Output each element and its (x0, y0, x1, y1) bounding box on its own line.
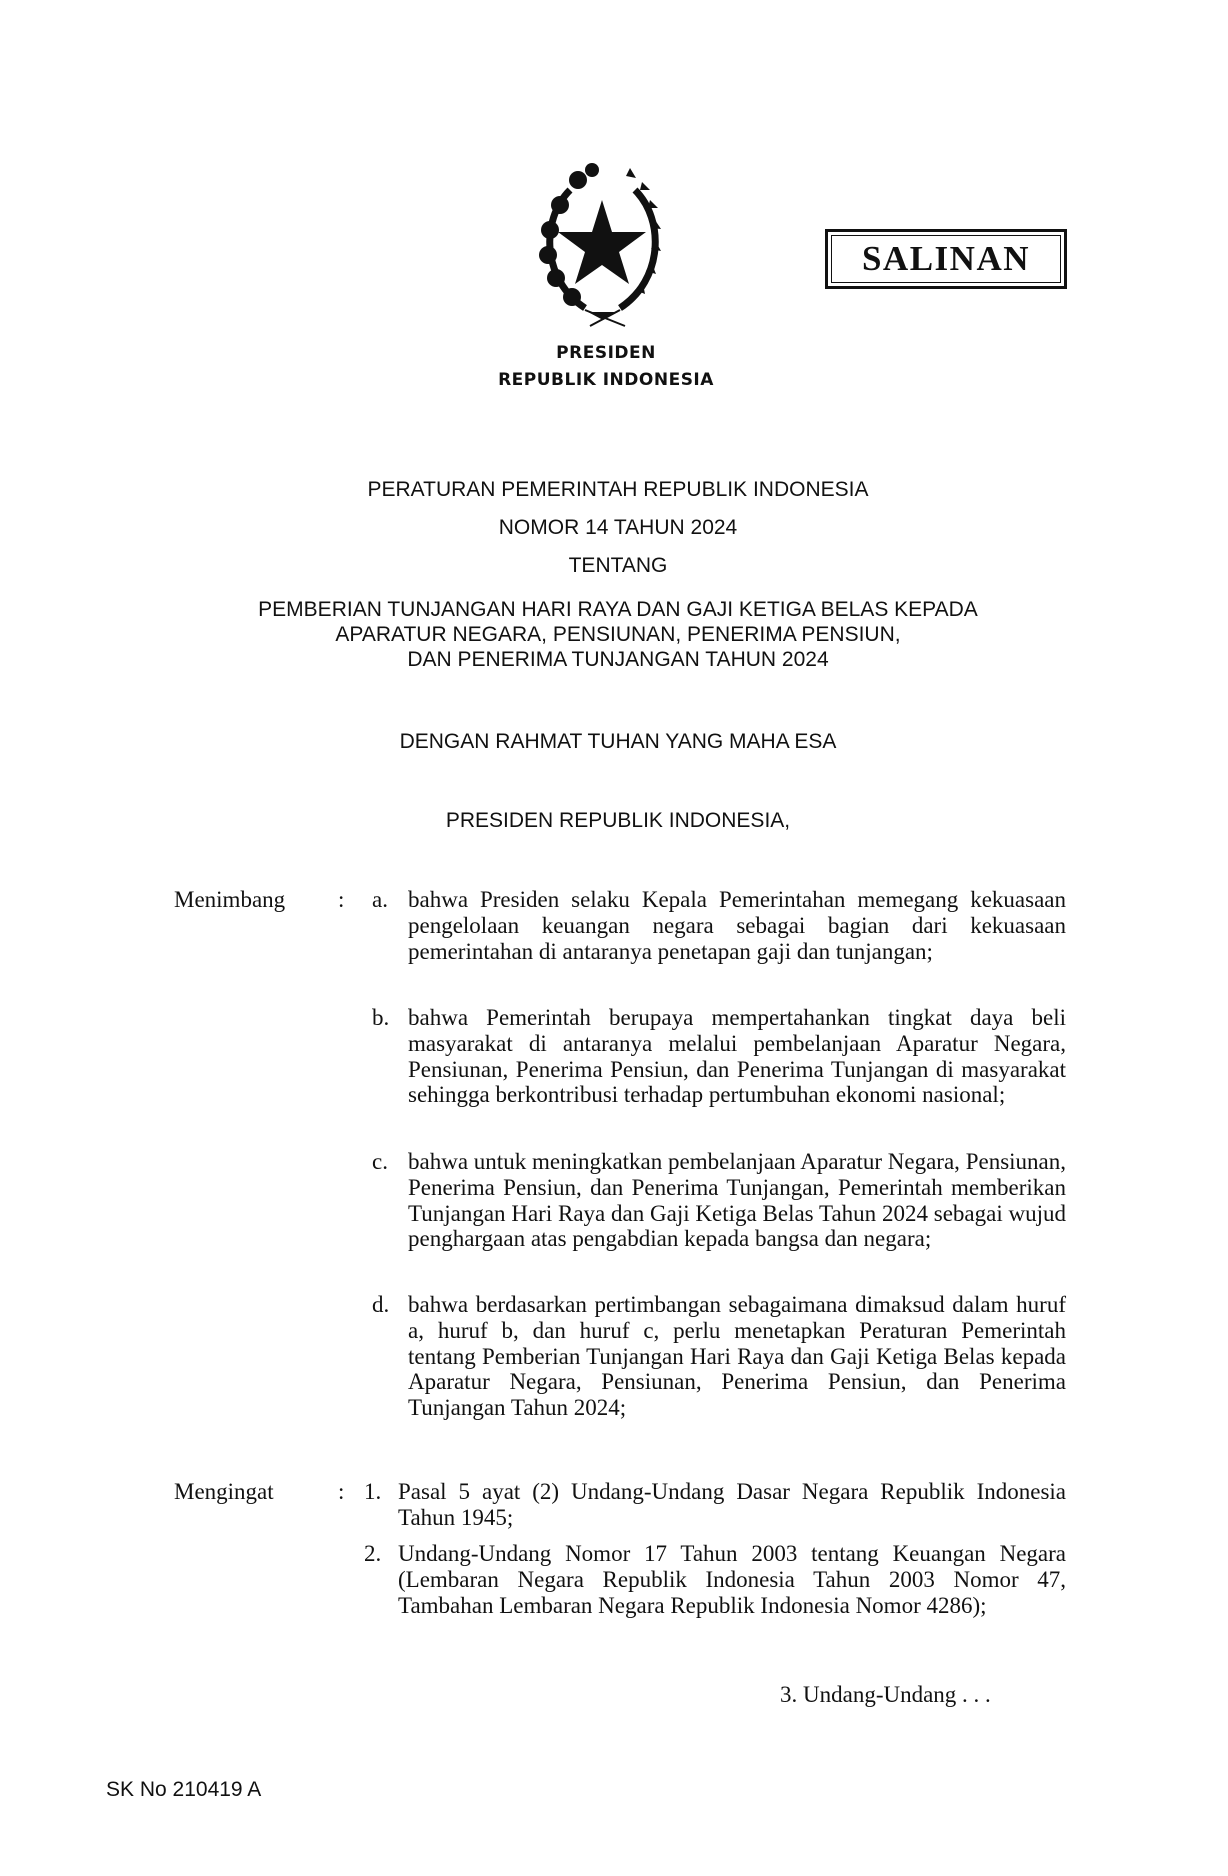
regulation-subject-line: DAN PENERIMA TUNJANGAN TAHUN 2024 (407, 648, 829, 671)
item-mark: b. (372, 1005, 390, 1030)
continuation-text: 3. Undang-Undang . . . (780, 1682, 991, 1707)
issuer: PRESIDEN REPUBLIK INDONESIA, (445, 809, 791, 832)
item-mark: a. (372, 887, 388, 912)
menimbang-item-c: bahwa untuk meningkatkan pembelanjaan Aparatur Negara, Pensiunan, Penerima Pensiun, dan Penerima Tunjangan, Pemerintah memberikan Tunjangan Hari Raya dan Gaji Ketiga Belas Tahun 2024 sebagai wujud penghargaan atas pengabdian kepada bangsa dan negara; (408, 1149, 1066, 1252)
menimbang-colon: : (338, 887, 345, 912)
menimbang-item-b: bahwa Pemerintah berupaya mempertahankan tingkat daya beli masyarakat di antaranya melalui pembelanjaan Aparatur Negara, Pensiunan, Penerima Pensiun, dan Penerima Tunjangan di masyarakat sehingga berkontribusi terhadap pertumbuhan ekonomi nasional; (408, 1005, 1066, 1108)
regulation-subject-line: APARATUR NEGARA, PENSIUNAN, PENERIMA PENSIUN, (335, 623, 901, 646)
header-republik-indonesia: REPUBLIK INDONESIA (498, 370, 714, 390)
mengingat-colon: : (338, 1479, 345, 1504)
header-presiden: PRESIDEN (556, 343, 656, 363)
regulation-tentang: TENTANG (568, 554, 668, 577)
menimbang-item-d: bahwa berdasarkan pertimbangan sebagaimana dimaksud dalam huruf a, huruf b, dan huruf c, perlu menetapkan Peraturan Pemerintah tentang Pemberian Tunjangan Hari Raya dan Gaji Ketiga Belas kepada Aparatur Negara, Pensiunan, Penerima Pensiun, dan Penerima Tunjangan Tahun 2024; (408, 1292, 1066, 1421)
item-mark: d. (372, 1292, 390, 1317)
mengingat-label: Mengingat (174, 1479, 274, 1504)
mengingat-item-2: Undang-Undang Nomor 17 Tahun 2003 tentang Keuangan Negara (Lembaran Negara Republik Indonesia Tahun 2003 Nomor 47, Tambahan Lembaran Negara Republik Indonesia Nomor 4286); (398, 1541, 1066, 1618)
item-mark: c. (372, 1149, 388, 1174)
regulation-number: NOMOR 14 TAHUN 2024 (498, 516, 738, 539)
regulation-title: PERATURAN PEMERINTAH REPUBLIK INDONESIA (367, 478, 869, 501)
garuda-star-emblem-icon (530, 150, 675, 328)
invocation: DENGAN RAHMAT TUHAN YANG MAHA ESA (399, 730, 837, 753)
document-serial-number: SK No 210419 A (106, 1778, 262, 1801)
mengingat-item-1: Pasal 5 ayat (2) Undang-Undang Dasar Negara Republik Indonesia Tahun 1945; (398, 1479, 1066, 1530)
salinan-stamp: SALINAN (825, 229, 1067, 289)
menimbang-item-a: bahwa Presiden selaku Kepala Pemerintahan memegang kekuasaan pengelolaan keuangan negara sebagai bagian dari kekuasaan pemerintahan di antaranya penetapan gaji dan tunjangan; (408, 887, 1066, 964)
menimbang-label: Menimbang (174, 887, 286, 912)
item-mark: 2. (364, 1541, 382, 1566)
item-mark: 1. (364, 1479, 382, 1504)
regulation-subject-line: PEMBERIAN TUNJANGAN HARI RAYA DAN GAJI KETIGA BELAS KEPADA (258, 598, 978, 621)
